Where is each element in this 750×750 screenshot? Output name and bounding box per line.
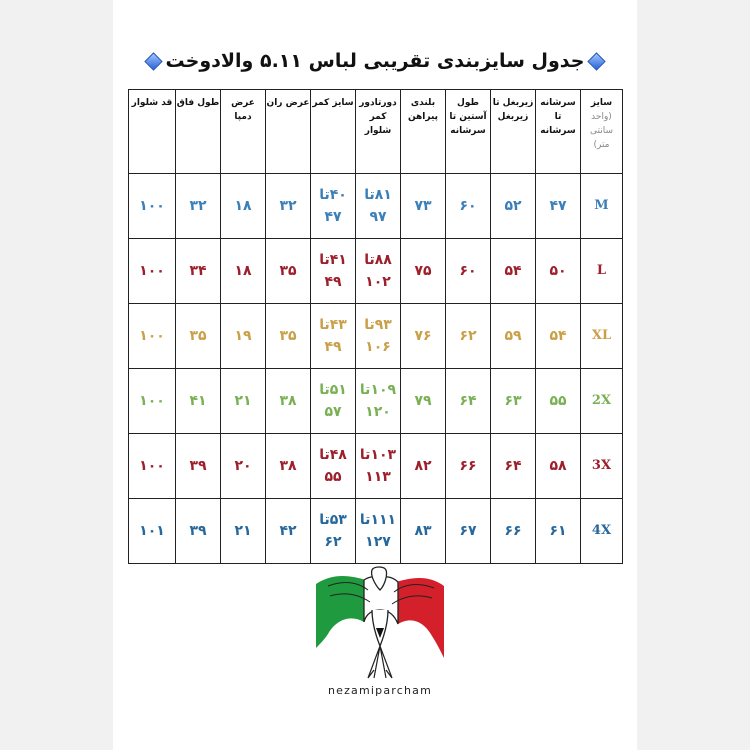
table-row xyxy=(129,434,623,499)
size-cell: 2X xyxy=(581,369,623,434)
table-cell: ۱۰۰ xyxy=(129,434,176,499)
eagle-flag-logo-icon xyxy=(314,566,446,686)
table-cell: ۵۴ xyxy=(491,239,536,304)
table-cell: ۸۸تا ۱۰۲ xyxy=(356,239,401,304)
brand-name: nezamiparcham xyxy=(327,684,433,697)
column-header-label: طول فاق xyxy=(176,98,220,108)
table-cell: ۳۴ xyxy=(176,239,221,304)
column-header xyxy=(129,90,176,174)
column-header-unit: (واحد سانتی متر) xyxy=(589,111,613,150)
table-cell: ۶۰ xyxy=(446,239,491,304)
table-cell: ۵۰ xyxy=(536,239,581,304)
column-header xyxy=(401,90,446,174)
table-cell: ۱۸ xyxy=(221,239,266,304)
table-cell: ۵۹ xyxy=(491,304,536,369)
table-cell: ۴۳تا ۴۹ xyxy=(311,304,356,369)
column-header xyxy=(176,90,221,174)
column-header-label: قد شلوار xyxy=(131,98,173,108)
table-cell: ۷۵ xyxy=(401,239,446,304)
size-cell: 4X xyxy=(581,499,623,564)
title-text: جدول سایزبندی تقریبی لباس ۵.۱۱ والادوخت xyxy=(165,50,585,72)
table-body xyxy=(129,174,623,564)
table-cell: ۸۱تا ۹۷ xyxy=(356,174,401,239)
column-header xyxy=(446,90,491,174)
page-title xyxy=(113,44,637,78)
table-cell: ۱۰۰ xyxy=(129,174,176,239)
column-header-label: زیربغل تا زیربغل xyxy=(492,98,534,122)
table-cell: ۵۱تا ۵۷ xyxy=(311,369,356,434)
size-cell: L xyxy=(581,239,623,304)
table-cell: ۴۱تا ۴۹ xyxy=(311,239,356,304)
table-row xyxy=(129,499,623,564)
table-cell: ۶۳ xyxy=(491,369,536,434)
table-cell: ۳۹ xyxy=(176,499,221,564)
table-cell: ۵۴ xyxy=(536,304,581,369)
table-cell: ۶۶ xyxy=(491,499,536,564)
table-cell: ۳۸ xyxy=(266,434,311,499)
column-header xyxy=(491,90,536,174)
table-cell: ۶۰ xyxy=(446,174,491,239)
table-cell: ۸۳ xyxy=(401,499,446,564)
table-cell: ۱۸ xyxy=(221,174,266,239)
table-cell: ۶۷ xyxy=(446,499,491,564)
table-cell: ۴۸تا ۵۵ xyxy=(311,434,356,499)
table-cell: ۴۷ xyxy=(536,174,581,239)
table-cell: ۱۰۰ xyxy=(129,369,176,434)
table-cell: ۳۵ xyxy=(266,304,311,369)
table-row xyxy=(129,239,623,304)
table-cell: ۶۲ xyxy=(446,304,491,369)
size-cell: XL xyxy=(581,304,623,369)
column-header-label: بلندی پیراهن xyxy=(407,98,439,122)
diamond-bullet-icon xyxy=(144,52,162,70)
table-header-row xyxy=(129,90,623,174)
table-cell: ۴۰تا ۴۷ xyxy=(311,174,356,239)
column-header-label: عرض دمپا xyxy=(231,98,255,122)
size-cell: M xyxy=(581,174,623,239)
table-cell: ۱۱۱تا ۱۲۷ xyxy=(356,499,401,564)
table-cell: ۶۱ xyxy=(536,499,581,564)
table-cell: ۳۵ xyxy=(176,304,221,369)
column-header-label: سایز کمر xyxy=(312,98,354,108)
table-cell: ۹۳تا ۱۰۶ xyxy=(356,304,401,369)
table-cell: ۳۹ xyxy=(176,434,221,499)
table-cell: ۳۸ xyxy=(266,369,311,434)
table-cell: ۳۲ xyxy=(266,174,311,239)
table-cell: ۳۵ xyxy=(266,239,311,304)
table-cell: ۶۴ xyxy=(446,369,491,434)
column-header-label: دورتادور کمر شلوار xyxy=(359,98,397,136)
column-header xyxy=(311,90,356,174)
table-cell: ۱۰۰ xyxy=(129,304,176,369)
column-header xyxy=(536,90,581,174)
table-row xyxy=(129,369,623,434)
column-header xyxy=(266,90,311,174)
table-cell: ۴۲ xyxy=(266,499,311,564)
table-cell: ۵۸ xyxy=(536,434,581,499)
table-cell: ۲۰ xyxy=(221,434,266,499)
table-cell: ۱۹ xyxy=(221,304,266,369)
column-header-label: عرض ران xyxy=(266,98,310,108)
size-cell: 3X xyxy=(581,434,623,499)
size-table xyxy=(128,89,623,564)
table-cell: ۵۵ xyxy=(536,369,581,434)
table-cell: ۶۴ xyxy=(491,434,536,499)
column-header xyxy=(581,90,623,174)
column-header xyxy=(356,90,401,174)
column-header-label: طول آستین تا سرشانه xyxy=(449,98,487,136)
column-header-label: سرشانه تا سرشانه xyxy=(540,98,576,136)
table-cell: ۱۰۱ xyxy=(129,499,176,564)
table-cell: ۱۰۰ xyxy=(129,239,176,304)
table-cell: ۷۶ xyxy=(401,304,446,369)
table-cell: ۷۳ xyxy=(401,174,446,239)
table-cell: ۸۲ xyxy=(401,434,446,499)
table-cell: ۶۶ xyxy=(446,434,491,499)
table-cell: ۳۲ xyxy=(176,174,221,239)
table-cell: ۱۰۳تا ۱۱۳ xyxy=(356,434,401,499)
diamond-bullet-icon xyxy=(588,52,606,70)
column-header xyxy=(221,90,266,174)
table-cell: ۵۳تا ۶۲ xyxy=(311,499,356,564)
table-row xyxy=(129,304,623,369)
table-cell: ۴۱ xyxy=(176,369,221,434)
table-cell: ۱۰۹تا ۱۲۰ xyxy=(356,369,401,434)
table-cell: ۲۱ xyxy=(221,499,266,564)
table-cell: ۵۲ xyxy=(491,174,536,239)
table-row xyxy=(129,174,623,239)
column-header-label: سایز xyxy=(590,98,613,108)
table-cell: ۷۹ xyxy=(401,369,446,434)
table-cell: ۲۱ xyxy=(221,369,266,434)
